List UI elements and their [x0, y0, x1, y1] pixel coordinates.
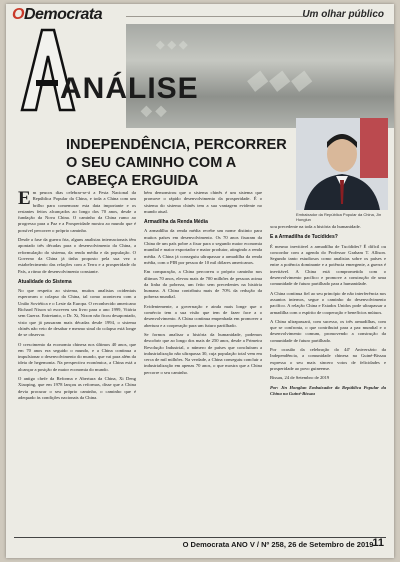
- author-signature: Por: Jin Honglun Embaixador da República Popular da China na Guiné-Bissau: [270, 384, 386, 396]
- paragraph: xou precedente na toda a história da humanidade.: [270, 224, 361, 229]
- banner-ghost-text: ◆ ◆ ◆: [156, 39, 188, 51]
- masthead: [6, 4, 394, 26]
- footer-text: O Democrata ANO V / Nº 258, 26 de Setembro de 2019: [182, 540, 374, 549]
- section-banner: [6, 24, 394, 128]
- paragraph: É mesmo inevitável a armadilha de Tucídides? É difícil ou concordar com a agenda do Professor Graham T. Allison. Segundo tanto estudiosos como analistas sobre os países e entre a potência dominante e a potência emergente, a guerra é inevitável. A China está comprometida com o desenvolvimento pacífico e promove a construção de uma comunidade de futuro partilhado para a humanidade.: [270, 243, 386, 287]
- page-footer: [6, 540, 386, 549]
- subheading: Armadilha da Renda Média: [144, 219, 208, 226]
- subheading: Atualidade do Sistema: [18, 278, 72, 285]
- banner-ghost-text: ◆ ◆: [141, 102, 167, 118]
- drop-cap: E: [18, 190, 31, 209]
- newspaper-page: [6, 4, 394, 558]
- paragraph: Desde a fase da guerra fria, alguns analistas internacionais têm apontado três décadas para o desenvolvimento da China, a reformulação do sistema, da renda média e da população. O Governo da China já tinha proposto pela sua vez o estabelecimento das relações com a Terra e a prosperidade do País, a ritmo de desenvolvimento constante.: [18, 237, 136, 274]
- paragraph: m peucos dias celebrar-se-á a Festa Nacional da República Popular da China, e toda a China com um brilho para comemorar esta data importante e os restantes feitos alcançados ao longo dos 70 anos, desde a fundação da Nova China. O caminho da China rumo ao progresso para a Paz e a Prosperidade mostra ao mundo que é possível percorrer o próprio caminho.: [18, 190, 136, 233]
- footer-rule: [14, 537, 386, 538]
- paragraph: Em comparação, a China percorreu o próprio caminho nos últimos 70 anos, elevou mais de 700 milhões de pessoas acima da linha da pobreza, um feito sem precedentes na história humana. A China contribuiu mais de 70% da redução da pobreza mundial.: [144, 269, 262, 300]
- paragraph: No que respeita ao sistema, muitos analistas ocidentais esperavam o colapso da China, tal como aconteceu com a União Soviética e o Leste da Europa. O reconhecido americano Richard Nixon só escreveu seu livro para o ano 1999, Vitória sem Guerra. Entretanto, o Dr. Xi, Nixon não ficou desapontado, visto que já passaram mais décadas desde 1994, o sistema chinês não veio de desabar e mesmo sinal do colapso está longe de se observar.: [18, 288, 136, 338]
- photo-caption: Embaixador da República Popular da China, Jin Honglun: [296, 212, 382, 222]
- paragraph: Evidentemente, a governação e ainda mais longe que o comércio tem a sua visão que tem de fazer face a o desenvolvimento. A China continua empenhada em promover a abertura e a cooperação para um futuro partilhado.: [144, 303, 262, 328]
- article-headline: INDEPENDÊNCIA, PERCORRER O SEU CAMINHO COM A CABEÇA ERGUIDA: [66, 137, 287, 189]
- section-label: ANÁLISE: [60, 72, 199, 105]
- paragraph: A China ultrapassará, com sucesso, os três armadilhas, com que se confronta, o que contribuirá para a paz mundial e o desenvolvimento comum, promovendo a construção da comunidade de futuro partilhado.: [270, 318, 386, 343]
- subheading: E a Armadilha de Tucídides?: [270, 234, 338, 241]
- paragraph: bém demonstrou que o sistema chinês é um sistema que promove o rápido desenvolvimento da prosperidade. É o sistema do sistema chinês tem a sua vantagem evidente no mundo atual.: [144, 190, 262, 214]
- paragraph: Bissau, 24 de Setembro de 2019: [270, 375, 330, 381]
- tagline: Um olhar público: [302, 9, 384, 20]
- masthead-rule: [126, 16, 304, 17]
- paragraph: A China continua fiel ao seu princípio de não interferência nos assuntos internos, segue o caminho do desenvolvimento pacífico. A relação China e Estados Unidos pode ultrapassar a armadilha com o espírito de cooperação e benefícios mútuos.: [270, 290, 386, 315]
- ambassador-photo: [296, 118, 388, 210]
- paragraph: A armadilha da renda média recebe um nome distinto para muitos países em desenvolvimento. Os 70 anos fixaram da China de um país pobre a fixar para o segundo maior economia mundial e maior exportador e maior produtor, atingindo a renda média. A China já conseguiu ultrapassar a armadilha da renda média, com o PIB por pessoa de 10 mil dólares americanos.: [144, 228, 262, 265]
- paragraph: O antigo chefe da Reforma e Abertura da China, Xi Deng Xiaoping, que em 1978 lançou as reformas, disse que a China devia procurar o seu próprio caminho, o caminho que é adequado às condições nacionais da China.: [18, 376, 136, 400]
- paragraph: Se formos analisar a história da humanidade, podemos descobrir que ao longo dos mais de 250 anos, desde a Primeira Revolução Industrial, o número de países que concluíram a industrialização não ultrapassa 30, cuja população total vem em cerca de mil milhões. Na verdade, a China conseguiu concluir a industrialização em apenas 70 anos, o que mostra que a China percorre o seu caminho.: [144, 331, 262, 375]
- paragraph: O crescimento da economia chinesa nos últimos 40 anos, que em 70 anos era seguido o mundo, e a China continua a impulsionar o desenvolvimento do mundo, que vai para além da ideia de hegemonia. Na perspectiva económica, a China está a alcançar a posição de maior economia do mundo.: [18, 341, 136, 372]
- page-number: 11: [372, 537, 384, 549]
- paragraph: Por ocasião da celebração do 44º Aniversário da Independência, a comunidade chinesa na Guiné-Bissau expressa o seu mais sincero votos de felicidades e prosperidade ao povo guineense.: [270, 347, 386, 371]
- article-column-3: [270, 224, 386, 400]
- newspaper-logo: ODemocrata: [12, 6, 103, 23]
- banner-ghost-text: ◆◆◆: [246, 64, 312, 94]
- article-column-1: [18, 190, 136, 404]
- article-column-2: [144, 190, 262, 379]
